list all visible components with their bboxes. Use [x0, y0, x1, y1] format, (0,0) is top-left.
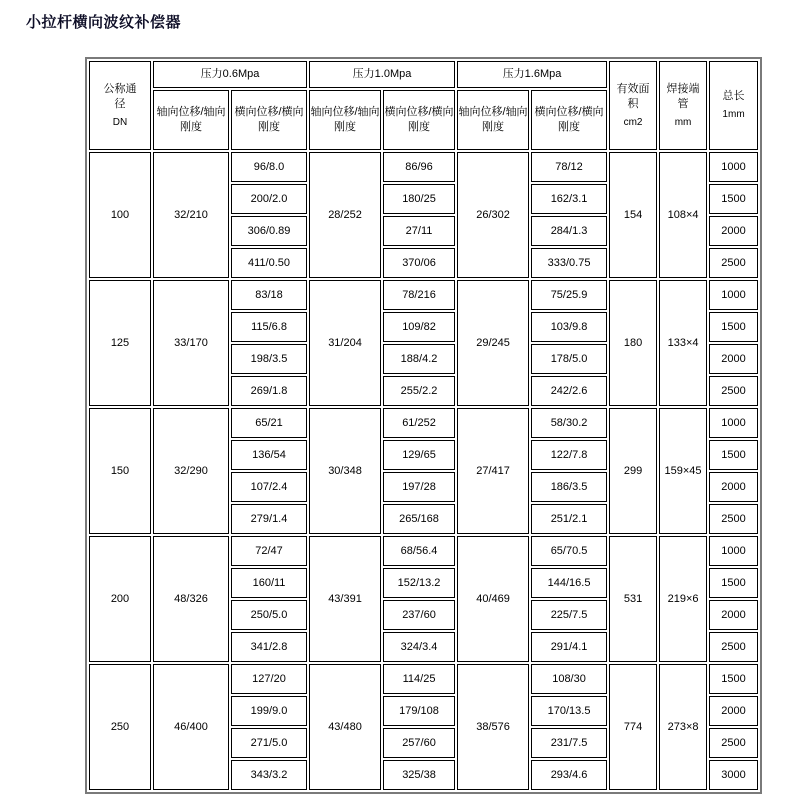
cell-p06-lateral: 107/2.4 [231, 472, 307, 502]
area-unit: cm2 [623, 116, 643, 128]
cell-p06-lateral: 306/0.89 [231, 216, 307, 246]
cell-p16-lateral: 144/16.5 [531, 568, 607, 598]
table-row [89, 280, 758, 310]
cell-total-length: 2000 [709, 696, 758, 726]
bellows-compensator-spec-table [85, 57, 762, 794]
cell-p16-lateral: 122/7.8 [531, 440, 607, 470]
header-row-groups [89, 61, 758, 88]
dn-unit: DN [112, 116, 128, 128]
table-row [89, 536, 758, 566]
cell-p16-lateral: 65/70.5 [531, 536, 607, 566]
sub-line-2: 横向刚度 [558, 106, 604, 133]
cell-total-length: 1000 [709, 152, 758, 182]
cell-total-length: 2500 [709, 728, 758, 758]
area-line-2: 积 [627, 97, 639, 110]
header-row-subs [89, 90, 758, 150]
cell-p10-lateral: 180/25 [383, 184, 455, 214]
cell-p16-axial: 40/469 [457, 536, 529, 662]
cell-effective-area: 774 [609, 664, 657, 790]
cell-p10-lateral: 86/96 [383, 152, 455, 182]
cell-p16-lateral: 333/0.75 [531, 248, 607, 278]
header-sub-3 [383, 90, 455, 150]
area-line-1: 有效面 [616, 82, 650, 95]
cell-p10-lateral: 188/4.2 [383, 344, 455, 374]
cell-p06-axial: 32/210 [153, 152, 229, 278]
cell-p16-lateral: 58/30.2 [531, 408, 607, 438]
table-row [89, 152, 758, 182]
cell-p06-lateral: 269/1.8 [231, 376, 307, 406]
header-pressure-group-2: 压力1.6Mpa [457, 61, 607, 88]
cell-weld-end-pipe: 108×4 [659, 152, 707, 278]
sub-line-2: /横向刚度 [258, 106, 304, 133]
cell-p06-lateral: 343/3.2 [231, 760, 307, 790]
cell-dn: 125 [89, 280, 151, 406]
sub-line-1: 横向位移/ [534, 106, 582, 119]
cell-total-length: 1500 [709, 664, 758, 694]
cell-p16-axial: 29/245 [457, 280, 529, 406]
dn-line-1: 公称通 [103, 82, 137, 95]
cell-total-length: 1500 [709, 312, 758, 342]
cell-p06-lateral: 200/2.0 [231, 184, 307, 214]
cell-p06-lateral: 83/18 [231, 280, 307, 310]
cell-total-length: 2000 [709, 600, 758, 630]
cell-p16-lateral: 78/12 [531, 152, 607, 182]
cell-dn: 200 [89, 536, 151, 662]
cell-p10-lateral: 257/60 [383, 728, 455, 758]
sub-line-2: 向刚度 [408, 106, 454, 133]
cell-dn: 250 [89, 664, 151, 790]
cell-p06-axial: 48/326 [153, 536, 229, 662]
cell-p06-axial: 33/170 [153, 280, 229, 406]
table-row [89, 664, 758, 694]
cell-p10-axial: 43/480 [309, 664, 381, 790]
cell-total-length: 2000 [709, 216, 758, 246]
cell-effective-area: 154 [609, 152, 657, 278]
cell-weld-end-pipe: 133×4 [659, 280, 707, 406]
cell-p10-lateral: 152/13.2 [383, 568, 455, 598]
cell-dn: 150 [89, 408, 151, 534]
sub-line-1: 轴向位移/ [156, 106, 204, 119]
cell-p10-lateral: 325/38 [383, 760, 455, 790]
header-pressure-group-1: 压力1.0Mpa [309, 61, 455, 88]
cell-p06-lateral: 160/11 [231, 568, 307, 598]
cell-total-length: 2500 [709, 504, 758, 534]
cell-p16-lateral: 75/25.9 [531, 280, 607, 310]
spec-table-container [85, 57, 746, 794]
cell-total-length: 1500 [709, 568, 758, 598]
cell-p10-lateral: 27/11 [383, 216, 455, 246]
cell-p06-lateral: 65/21 [231, 408, 307, 438]
cell-p16-lateral: 251/2.1 [531, 504, 607, 534]
cell-p10-axial: 31/204 [309, 280, 381, 406]
dn-line-2: 径 [114, 97, 126, 110]
cell-total-length: 1000 [709, 280, 758, 310]
cell-p16-lateral: 231/7.5 [531, 728, 607, 758]
header-sub-1 [231, 90, 307, 150]
length-line-1: 总长 [722, 90, 745, 103]
cell-p10-lateral: 78/216 [383, 280, 455, 310]
cell-p16-lateral: 170/13.5 [531, 696, 607, 726]
page-title: 小拉杆横向波纹补偿器 [26, 14, 182, 31]
cell-weld-end-pipe: 219×6 [659, 536, 707, 662]
cell-p16-lateral: 103/9.8 [531, 312, 607, 342]
cell-p16-lateral: 293/4.6 [531, 760, 607, 790]
cell-total-length: 2500 [709, 632, 758, 662]
cell-p16-lateral: 284/1.3 [531, 216, 607, 246]
cell-p06-lateral: 115/6.8 [231, 312, 307, 342]
cell-p10-axial: 28/252 [309, 152, 381, 278]
cell-p16-lateral: 242/2.6 [531, 376, 607, 406]
length-unit: 1mm [722, 109, 745, 121]
cell-p06-lateral: 271/5.0 [231, 728, 307, 758]
header-sub-4 [457, 90, 529, 150]
header-sub-5 [531, 90, 607, 150]
pipe-line-2: 管 [677, 97, 689, 110]
cell-p06-lateral: 199/9.0 [231, 696, 307, 726]
cell-total-length: 2000 [709, 472, 758, 502]
cell-p06-lateral: 279/1.4 [231, 504, 307, 534]
header-weld-end-pipe [659, 61, 707, 150]
sub-line-1: 轴向位移/ [310, 106, 358, 119]
cell-p10-lateral: 109/82 [383, 312, 455, 342]
cell-p06-lateral: 136/54 [231, 440, 307, 470]
header-effective-area [609, 61, 657, 150]
sub-line-2: 轴向刚度 [180, 106, 226, 133]
cell-dn: 100 [89, 152, 151, 278]
cell-p10-lateral: 179/108 [383, 696, 455, 726]
cell-p16-lateral: 162/3.1 [531, 184, 607, 214]
cell-p06-lateral: 72/47 [231, 536, 307, 566]
header-nominal-diameter [89, 61, 151, 150]
cell-total-length: 3000 [709, 760, 758, 790]
sub-line-2: 轴向刚度 [482, 106, 528, 133]
cell-total-length: 1000 [709, 536, 758, 566]
cell-p06-lateral: 96/8.0 [231, 152, 307, 182]
cell-p10-lateral: 68/56.4 [383, 536, 455, 566]
cell-p06-lateral: 250/5.0 [231, 600, 307, 630]
cell-p10-lateral: 265/168 [383, 504, 455, 534]
cell-effective-area: 299 [609, 408, 657, 534]
cell-p16-lateral: 225/7.5 [531, 600, 607, 630]
cell-total-length: 2000 [709, 344, 758, 374]
header-total-length [709, 61, 758, 150]
cell-weld-end-pipe: 273×8 [659, 664, 707, 790]
cell-p06-lateral: 411/0.50 [231, 248, 307, 278]
cell-p16-axial: 38/576 [457, 664, 529, 790]
sub-line-1: 横向位移 [234, 106, 279, 119]
cell-p16-lateral: 108/30 [531, 664, 607, 694]
header-sub-0 [153, 90, 229, 150]
header-pressure-group-0: 压力0.6Mpa [153, 61, 307, 88]
cell-p06-axial: 32/290 [153, 408, 229, 534]
cell-p10-lateral: 324/3.4 [383, 632, 455, 662]
cell-effective-area: 531 [609, 536, 657, 662]
cell-effective-area: 180 [609, 280, 657, 406]
sub-line-2: 轴向刚度 [334, 106, 380, 133]
cell-p06-lateral: 341/2.8 [231, 632, 307, 662]
cell-p10-lateral: 255/2.2 [383, 376, 455, 406]
sub-line-1: 横向位移/横 [384, 106, 443, 119]
cell-weld-end-pipe: 159×45 [659, 408, 707, 534]
cell-total-length: 1000 [709, 408, 758, 438]
cell-total-length: 2500 [709, 248, 758, 278]
cell-p10-axial: 30/348 [309, 408, 381, 534]
cell-p16-axial: 26/302 [457, 152, 529, 278]
cell-p06-lateral: 127/20 [231, 664, 307, 694]
cell-p16-lateral: 186/3.5 [531, 472, 607, 502]
cell-p10-lateral: 370/06 [383, 248, 455, 278]
table-row [89, 408, 758, 438]
cell-p06-lateral: 198/3.5 [231, 344, 307, 374]
pipe-line-1: 焊接端 [666, 82, 700, 95]
sub-line-1: 轴向位移/ [458, 106, 506, 119]
cell-p10-lateral: 237/60 [383, 600, 455, 630]
cell-p10-lateral: 61/252 [383, 408, 455, 438]
cell-total-length: 1500 [709, 440, 758, 470]
cell-p10-axial: 43/391 [309, 536, 381, 662]
cell-p10-lateral: 197/28 [383, 472, 455, 502]
cell-p06-axial: 46/400 [153, 664, 229, 790]
header-sub-2 [309, 90, 381, 150]
cell-p10-lateral: 114/25 [383, 664, 455, 694]
cell-p16-lateral: 178/5.0 [531, 344, 607, 374]
cell-p10-lateral: 129/65 [383, 440, 455, 470]
cell-p16-lateral: 291/4.1 [531, 632, 607, 662]
cell-p16-axial: 27/417 [457, 408, 529, 534]
cell-total-length: 1500 [709, 184, 758, 214]
cell-total-length: 2500 [709, 376, 758, 406]
pipe-unit: mm [674, 116, 692, 128]
